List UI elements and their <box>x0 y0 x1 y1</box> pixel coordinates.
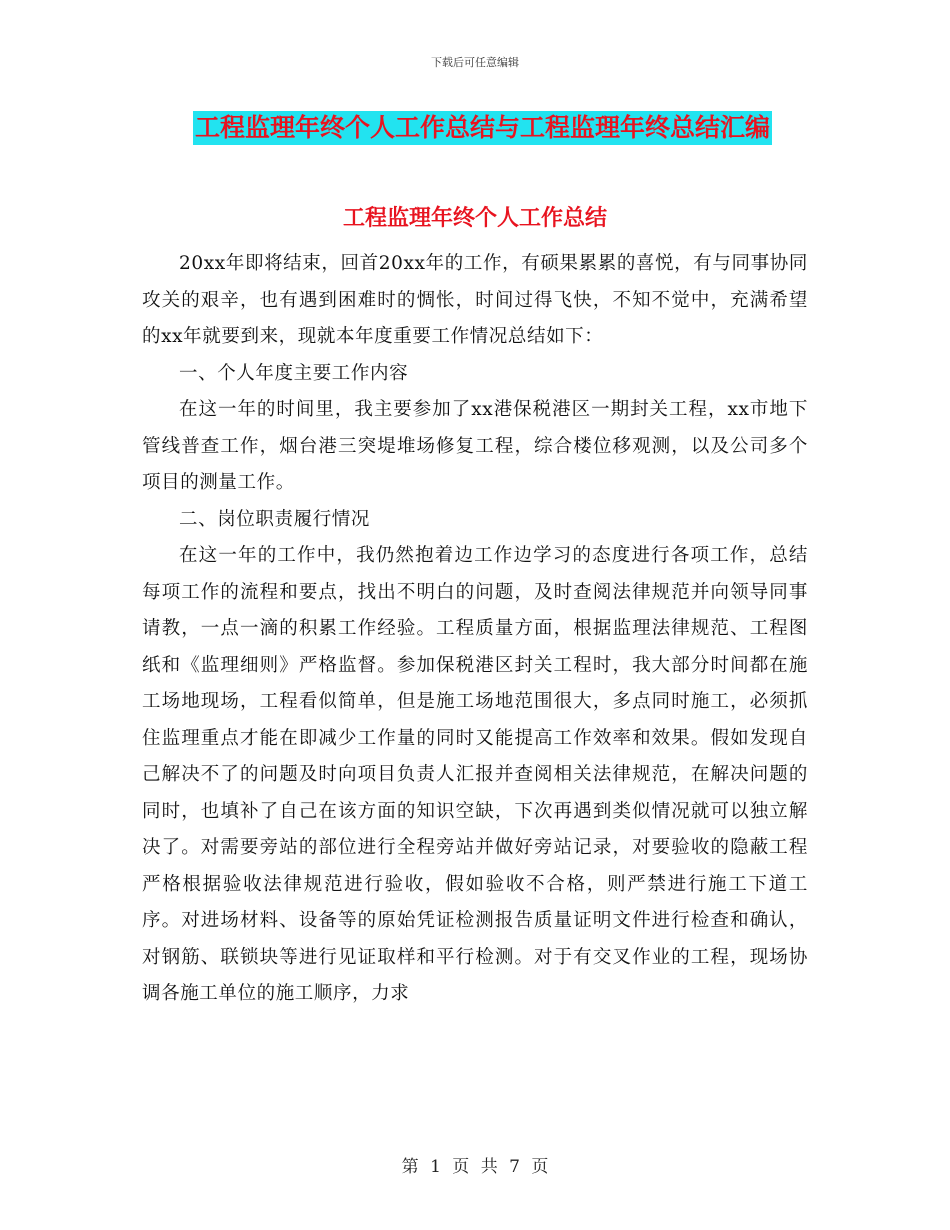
heading-duties: 二、岗位职责履行情况 <box>179 508 371 530</box>
document-body <box>142 246 808 1013</box>
section-title: 工程监理年终个人工作总结 <box>342 206 607 231</box>
heading-work-content: 一、个人年度主要工作内容 <box>179 362 409 384</box>
page-number: 第 1 页 共 7 页 <box>401 1157 549 1177</box>
paragraph-work-content: 在这一年的时间里，我主要参加了xx港保税港区一期封关工程，xx市地下管线普查工作，烟台港三突堤堆场修复工程，综合楼位移观测，以及公司多个项目的测量工作。 <box>142 399 808 493</box>
paragraph-duties: 在这一年的工作中，我仍然抱着边工作边学习的态度进行各项工作，总结每项工作的流程和要点，找出不明白的问题，及时查阅法律规范并向领导同事请教，一点一滴的积累工作经验。工程质量方面，根据监理法律规范、工程图纸和《监理细则》严格监督。参加保税港区封关工程时，我大部分时间都在施工场地现场，工程看似简单，但是施工场地范围很大，多点同时施工，必须抓住监理重点才能在即减少工作量的同时又能提高工作效率和效果。假如发现自己解决不了的问题及时向项目负责人汇报并查阅相关法律规范，在解决问题的同时，也填补了自己在该方面的知识空缺，下次再遇到类似情况就可以独立解决了。对需要旁站的部位进行全程旁站并做好旁站记录，对要验收的隐蔽工程严格根据验收法律规范进行验收，假如验收不合格，则严禁进行施工下道工序。对进场材料、设备等的原始凭证检测报告质量证明文件进行检查和确认，对钢筋、联锁块等进行见证取样和平行检测。对于有交叉作业的工程，现场协调各施工单位的施工顺序，力求 <box>142 545 808 1004</box>
document-title: 工程监理年终个人工作总结与工程监理年终总结汇编 <box>193 111 772 145</box>
header-note: 下载后可任意编辑 <box>431 56 519 69</box>
paragraph-intro: 20xx年即将结束，回首20xx年的工作，有硕果累累的喜悦，有与同事协同攻关的艰辛，也有遇到困难时的惆怅，时间过得飞快，不知不觉中，充满希望的xx年就要到来，现就本年度重要工作情况总结如下： <box>142 253 808 347</box>
